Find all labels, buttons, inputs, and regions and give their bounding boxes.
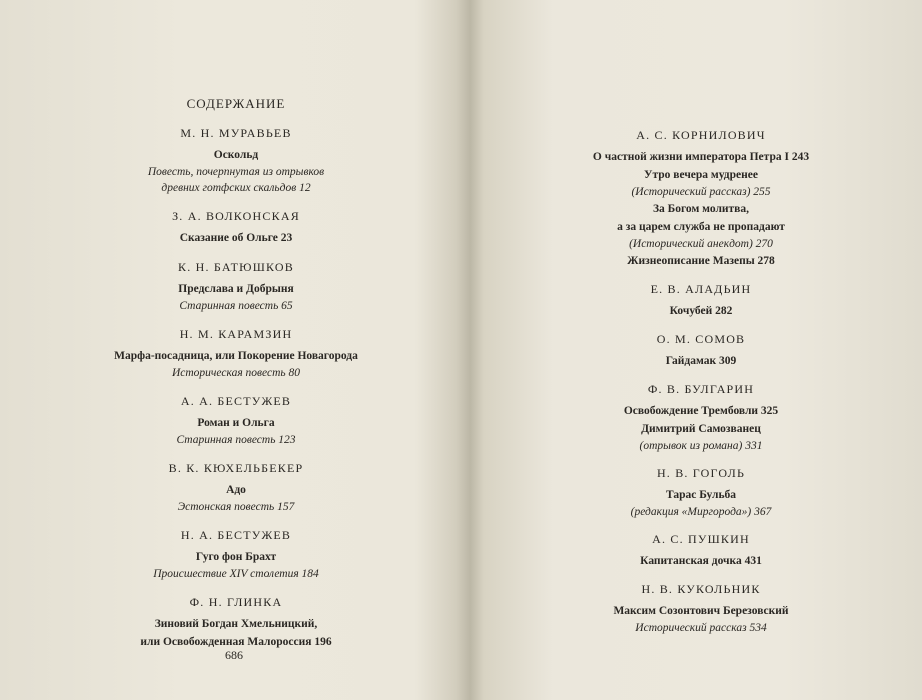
author-name: Н. А. БЕСТУЖЕВ xyxy=(180,528,292,542)
work-subtitle: Старинная повесть 65 xyxy=(179,300,293,312)
toc-entry xyxy=(526,464,876,520)
work-subtitle: древних готфских скальдов 12 xyxy=(161,182,311,194)
author-name: О. М. СОМОВ xyxy=(656,332,746,346)
work-title: Гайдамак 309 xyxy=(665,355,737,367)
work-title: Жизнеописание Мазепы 278 xyxy=(627,255,775,267)
work-subtitle: Происшествие XIV столетия 184 xyxy=(153,568,319,580)
page-number: 686 xyxy=(225,648,243,662)
author-name: К. Н. БАТЮШКОВ xyxy=(178,260,294,274)
toc-entry xyxy=(30,459,442,515)
work-title: или Освобожденная Малороссия 196 xyxy=(140,636,332,648)
work-title: Марфа-посадница, или Покорение Новагорода xyxy=(114,350,358,362)
work-subtitle: Повесть, почерпнутая из отрывков xyxy=(147,166,325,178)
toc-entry xyxy=(30,325,442,381)
work-subtitle: (отрывок из романа) 331 xyxy=(639,440,763,452)
work-title: Сказание об Ольге 23 xyxy=(179,232,293,244)
work-title: Димитрий Самозванец xyxy=(641,423,761,435)
author-name: В. К. КЮХЕЛЬБЕКЕР xyxy=(168,461,304,475)
right-toc-column xyxy=(526,126,876,646)
work-subtitle: (Исторический анекдот) 270 xyxy=(629,238,773,250)
work-subtitle: (Исторический рассказ) 255 xyxy=(631,186,771,198)
toc-entry xyxy=(526,280,876,320)
work-title: Утро вечера мудренее xyxy=(644,169,758,181)
toc-entry xyxy=(30,124,442,196)
author-name: З. А. ВОЛКОНСКАЯ xyxy=(172,209,300,223)
toc-entry xyxy=(30,392,442,448)
right-entries xyxy=(526,126,876,636)
toc-entry xyxy=(30,207,442,247)
work-title: Гуго фон Брахт xyxy=(195,551,277,563)
work-title: Кочубей 282 xyxy=(669,305,733,317)
author-name: А. С. КОРНИЛОВИЧ xyxy=(636,128,766,142)
left-entries xyxy=(30,124,442,651)
toc-entry xyxy=(30,526,442,582)
work-title: Капитанская дочка 431 xyxy=(640,555,762,567)
work-title: Роман и Ольга xyxy=(197,417,275,429)
toc-entry xyxy=(30,258,442,314)
work-title: а за царем служба не пропадают xyxy=(617,221,785,233)
author-name: А. А. БЕСТУЖЕВ xyxy=(180,394,292,408)
author-name: Н. В. КУКОЛЬНИК xyxy=(641,582,761,596)
work-title: Максим Созонтович Березовский xyxy=(613,605,789,617)
toc-entry xyxy=(526,330,876,370)
toc-entry xyxy=(526,126,876,270)
author-name: Ф. Н. ГЛИНКА xyxy=(189,595,283,609)
toc-entry xyxy=(30,593,442,651)
work-subtitle: (редакция «Миргорода») 367 xyxy=(630,506,772,518)
work-title: Предслава и Добрыня xyxy=(178,283,294,295)
work-subtitle: Старинная повесть 123 xyxy=(176,434,296,446)
author-name: М. Н. МУРАВЬЕВ xyxy=(180,126,292,140)
toc-entry xyxy=(526,580,876,636)
author-name: Н. М. КАРАМЗИН xyxy=(179,327,293,341)
right-page xyxy=(476,0,922,700)
work-subtitle: Историческая повесть 80 xyxy=(171,367,301,379)
toc-heading: СОДЕРЖАНИЕ xyxy=(186,96,286,111)
left-toc-column xyxy=(30,96,442,662)
toc-entry xyxy=(526,530,876,570)
work-subtitle: Эстонская повесть 157 xyxy=(177,501,295,513)
work-title: Тарас Бульба xyxy=(665,489,737,501)
work-title: Зиновий Богдан Хмельницкий, xyxy=(154,618,318,630)
work-title: Освобождение Трембовли 325 xyxy=(623,405,779,417)
author-name: Ф. В. БУЛГАРИН xyxy=(647,382,755,396)
work-title: Оскольд xyxy=(213,149,259,161)
work-title: О частной жизни императора Петра I 243 xyxy=(592,151,810,163)
toc-entry xyxy=(526,380,876,454)
work-subtitle: Исторический рассказ 534 xyxy=(635,622,767,634)
work-title: Адо xyxy=(226,484,246,496)
author-name: Н. В. ГОГОЛЬ xyxy=(656,466,746,480)
author-name: А. С. ПУШКИН xyxy=(652,532,750,546)
work-title: За Богом молитва, xyxy=(652,203,750,215)
author-name: Е. В. АЛАДЬИН xyxy=(650,282,752,296)
